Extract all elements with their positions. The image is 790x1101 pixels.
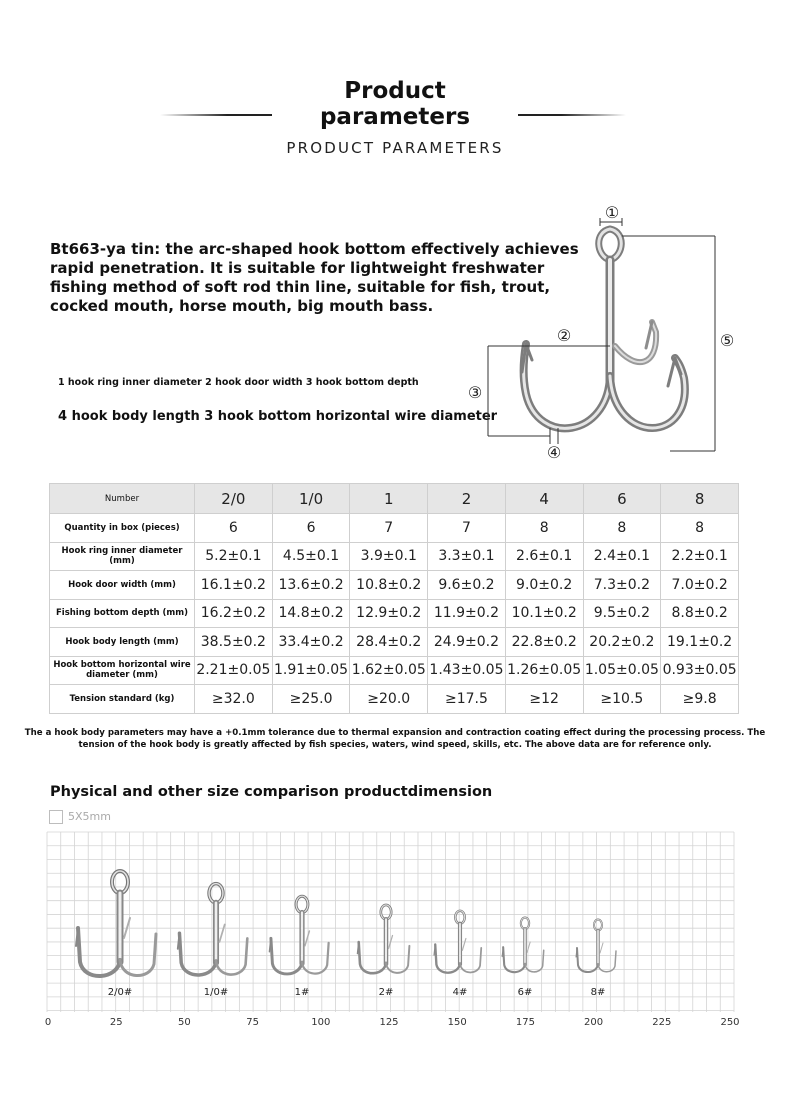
page-title bbox=[0, 78, 790, 130]
table-header-cell: 8 bbox=[661, 484, 739, 514]
hook-photo-2 bbox=[178, 884, 248, 975]
table-cell: 7.3±0.2 bbox=[583, 571, 661, 600]
hook-size-label: 2# bbox=[378, 987, 394, 998]
marker-3: ③ bbox=[467, 383, 483, 402]
ruler-tick-label: 25 bbox=[109, 1017, 123, 1028]
marker-1: ① bbox=[604, 203, 620, 222]
spec-table bbox=[49, 483, 739, 714]
tolerance-disclaimer: The a hook body parameters may have a +0.1mm tolerance due to thermal expansion and contraction coating effect during the processing process. The tension of the hook body is greatly affected by fish species, waters, wind speed, skills, etc. The above data are for reference only. bbox=[24, 728, 766, 750]
table-row bbox=[50, 571, 739, 600]
hook-size-label: 1/0# bbox=[203, 987, 229, 998]
table-row-label: Fishing bottom depth (mm) bbox=[50, 599, 195, 628]
marker-5: ⑤ bbox=[719, 331, 735, 350]
hook-size-label: 4# bbox=[452, 987, 468, 998]
table-cell: 28.4±0.2 bbox=[350, 628, 428, 657]
table-cell: 1.62±0.05 bbox=[350, 656, 428, 685]
table-cell: 1.43±0.05 bbox=[428, 656, 506, 685]
table-cell: 6 bbox=[195, 514, 273, 543]
hook-size-labels bbox=[108, 987, 606, 998]
table-row-label: Quantity in box (pieces) bbox=[50, 514, 195, 543]
table-cell: 7 bbox=[428, 514, 506, 543]
hook-size-label: 8# bbox=[590, 987, 606, 998]
table-cell: 5.2±0.1 bbox=[195, 542, 273, 571]
page-subtitle: PRODUCT PARAMETERS bbox=[286, 139, 504, 157]
table-cell: 12.9±0.2 bbox=[350, 599, 428, 628]
comparison-title: Physical and other size comparison productdimension bbox=[50, 784, 493, 800]
table-header-cell: 1/0 bbox=[272, 484, 350, 514]
page-title-line1: Product bbox=[344, 78, 446, 104]
table-cell: 1.26±0.05 bbox=[505, 656, 583, 685]
ruler-tick-label: 50 bbox=[178, 1017, 191, 1028]
ruler-tick-label: 75 bbox=[246, 1017, 259, 1028]
table-cell: 20.2±0.2 bbox=[583, 628, 661, 657]
table-cell: 9.6±0.2 bbox=[428, 571, 506, 600]
table-cell: 16.1±0.2 bbox=[195, 571, 273, 600]
table-cell: 8.8±0.2 bbox=[661, 599, 739, 628]
table-cell: 6 bbox=[272, 514, 350, 543]
grid-lines bbox=[47, 832, 734, 1012]
ruler-tick-label: 250 bbox=[720, 1017, 740, 1028]
dimension-note-line1: 1 hook ring inner diameter 2 hook door width 3 hook bottom depth bbox=[58, 377, 419, 388]
table-header-label: Number bbox=[50, 484, 195, 514]
grid-legend-box bbox=[49, 810, 63, 824]
table-cell: 2.4±0.1 bbox=[583, 542, 661, 571]
table-cell: 8 bbox=[583, 514, 661, 543]
marker-4: ④ bbox=[546, 443, 562, 462]
hook-photo-6 bbox=[502, 918, 544, 973]
ruler-tick-label: 225 bbox=[652, 1017, 672, 1028]
table-cell: 4.5±0.1 bbox=[272, 542, 350, 571]
table-cell: ≥10.5 bbox=[583, 685, 661, 714]
table-cell: 9.5±0.2 bbox=[583, 599, 661, 628]
table-cell: 10.1±0.2 bbox=[505, 599, 583, 628]
hook-size-label: 6# bbox=[517, 987, 533, 998]
table-row-label: Tension standard (kg) bbox=[50, 685, 195, 714]
ruler-tick-label: 125 bbox=[379, 1017, 399, 1028]
ruler-tick-label: 175 bbox=[515, 1017, 535, 1028]
marker-2: ② bbox=[556, 326, 572, 345]
grid-legend-text: 5X5mm bbox=[68, 810, 111, 823]
page-title-line2: parameters bbox=[319, 104, 471, 130]
table-cell: 8 bbox=[505, 514, 583, 543]
table-cell: 1.05±0.05 bbox=[583, 656, 661, 685]
table-header-cell: 2/0 bbox=[195, 484, 273, 514]
table-header-row bbox=[50, 484, 739, 514]
table-cell: ≥20.0 bbox=[350, 685, 428, 714]
table-cell: 0.93±0.05 bbox=[661, 656, 739, 685]
title-divider-right bbox=[518, 114, 626, 116]
table-cell: ≥9.8 bbox=[661, 685, 739, 714]
table-row-label: Hook door width (mm) bbox=[50, 571, 195, 600]
table-cell: 14.8±0.2 bbox=[272, 599, 350, 628]
spec-table-body bbox=[50, 484, 739, 714]
table-cell: 2.21±0.05 bbox=[195, 656, 273, 685]
ruler-tick-label: 100 bbox=[311, 1017, 331, 1028]
table-cell: 3.9±0.1 bbox=[350, 542, 428, 571]
table-cell: 33.4±0.2 bbox=[272, 628, 350, 657]
ruler-tick-label: 200 bbox=[584, 1017, 604, 1028]
table-cell: 10.8±0.2 bbox=[350, 571, 428, 600]
table-cell: 7.0±0.2 bbox=[661, 571, 739, 600]
table-cell: 7 bbox=[350, 514, 428, 543]
table-header-cell: 6 bbox=[583, 484, 661, 514]
treble-hook-drawing bbox=[522, 229, 685, 428]
ruler-ticks bbox=[45, 1017, 740, 1028]
table-cell: 3.3±0.1 bbox=[428, 542, 506, 571]
table-cell: 8 bbox=[661, 514, 739, 543]
table-cell: 38.5±0.2 bbox=[195, 628, 273, 657]
table-cell: ≥25.0 bbox=[272, 685, 350, 714]
table-cell: 11.9±0.2 bbox=[428, 599, 506, 628]
table-cell: 2.6±0.1 bbox=[505, 542, 583, 571]
table-cell: ≥12 bbox=[505, 685, 583, 714]
table-row bbox=[50, 514, 739, 543]
hook-size-label: 1# bbox=[294, 987, 310, 998]
hook-photo-3 bbox=[269, 896, 328, 974]
table-header-cell: 2 bbox=[428, 484, 506, 514]
table-cell: 2.2±0.1 bbox=[661, 542, 739, 571]
ruler-tick-label: 0 bbox=[44, 1017, 52, 1028]
table-row bbox=[50, 542, 739, 571]
table-cell: 9.0±0.2 bbox=[505, 571, 583, 600]
table-cell: 19.1±0.2 bbox=[661, 628, 739, 657]
table-cell: 22.8±0.2 bbox=[505, 628, 583, 657]
ruler-tick-label: 150 bbox=[447, 1017, 467, 1028]
table-cell: ≥17.5 bbox=[428, 685, 506, 714]
table-cell: 16.2±0.2 bbox=[195, 599, 273, 628]
table-header-cell: 1 bbox=[350, 484, 428, 514]
table-row bbox=[50, 656, 739, 685]
table-row bbox=[50, 628, 739, 657]
table-row-label: Hook ring inner diameter (mm) bbox=[50, 542, 195, 571]
table-cell: 1.91±0.05 bbox=[272, 656, 350, 685]
size-comparison-grid bbox=[44, 826, 740, 1040]
table-row bbox=[50, 599, 739, 628]
product-description: Bt663-ya tin: the arc-shaped hook bottom effectively achieves rapid penetration. It is suitable for lightweight freshwater fishing method of soft rod thin line, suitable for fish, trout, cocked mouth, horse mouth, big mouth bass. bbox=[50, 240, 579, 315]
dimension-note-line2: 4 hook body length 3 hook bottom horizontal wire diameter bbox=[58, 409, 498, 424]
hook-dimension-diagram bbox=[460, 196, 760, 466]
table-row bbox=[50, 685, 739, 714]
table-header-cell: 4 bbox=[505, 484, 583, 514]
table-row-label: Hook body length (mm) bbox=[50, 628, 195, 657]
table-cell: 24.9±0.2 bbox=[428, 628, 506, 657]
hook-size-label: 2/0# bbox=[107, 987, 133, 998]
table-row-label: Hook bottom horizontal wire diameter (mm) bbox=[50, 656, 195, 685]
hook-photo-4 bbox=[357, 905, 409, 973]
table-cell: ≥32.0 bbox=[195, 685, 273, 714]
title-divider-left bbox=[160, 114, 272, 116]
table-cell: 13.6±0.2 bbox=[272, 571, 350, 600]
